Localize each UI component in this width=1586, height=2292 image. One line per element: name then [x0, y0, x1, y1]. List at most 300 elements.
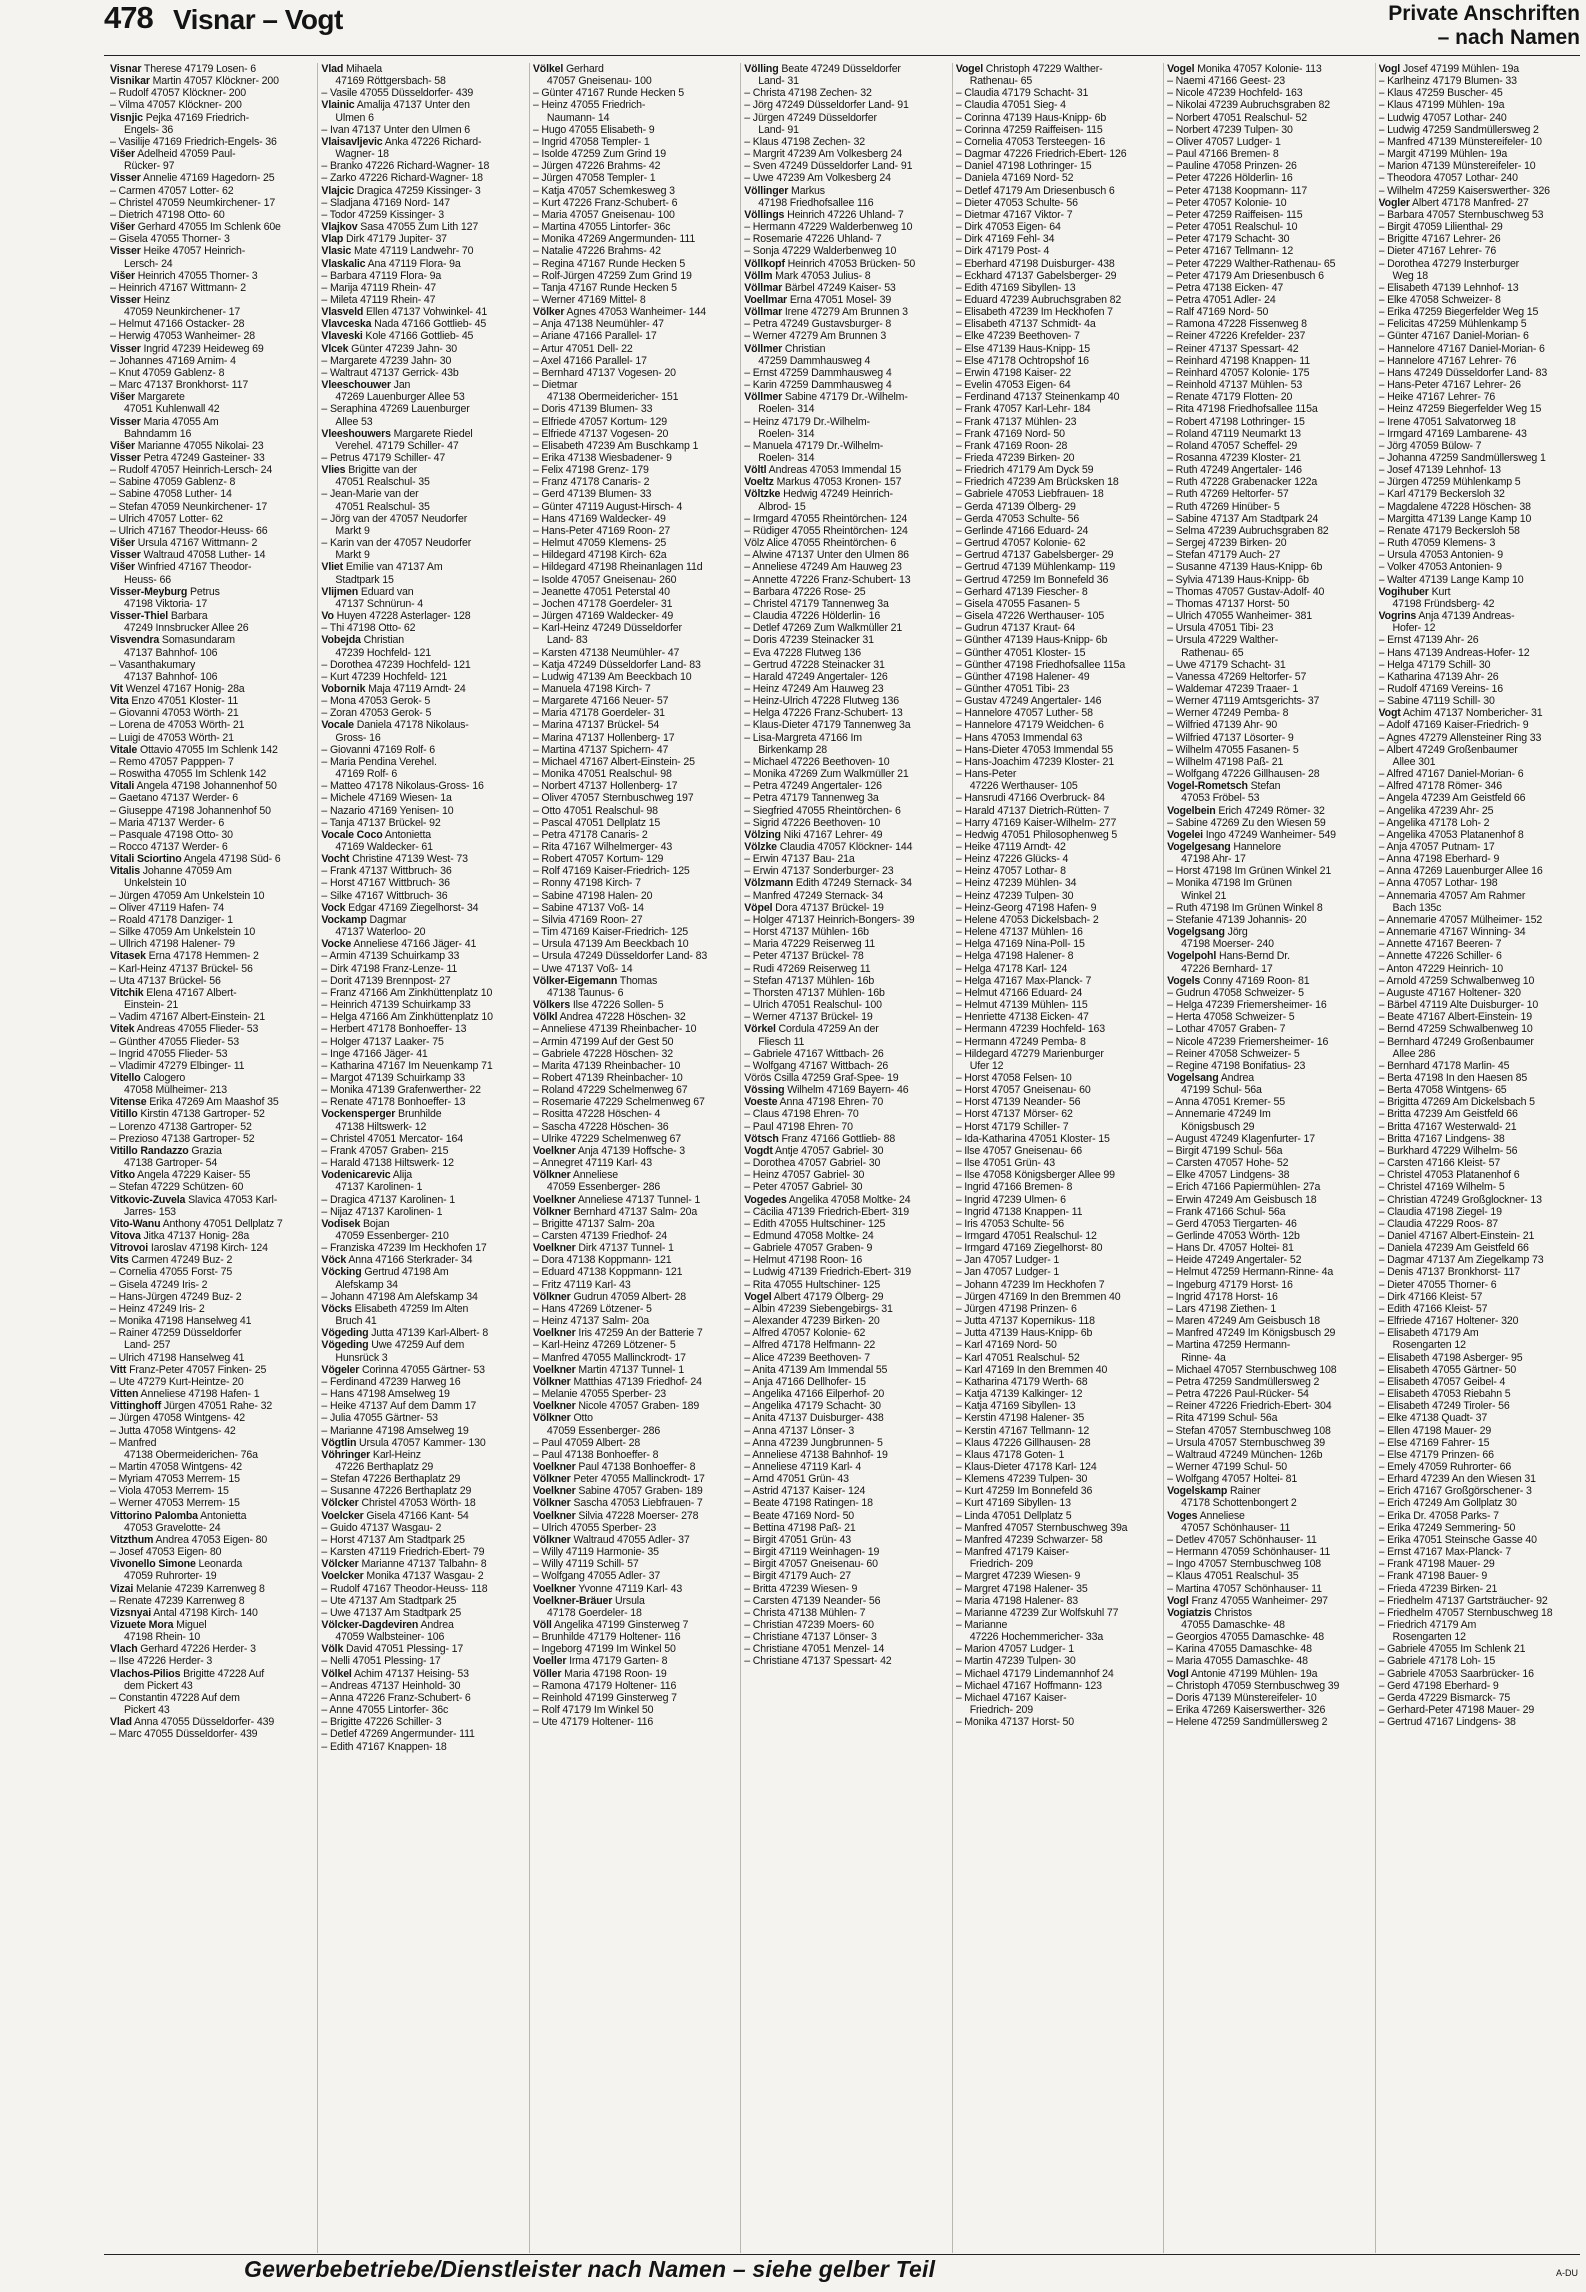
directory-entry: – Klaus-Dieter 47178 Karl- 124 [955, 1460, 1097, 1473]
directory-entry: – Sabine 47269 Zu den Wiesen 59 [1167, 816, 1326, 829]
surname: Vötsch [744, 1132, 779, 1145]
directory-entry-head: Voelkner-Bräuer Ursula [532, 1594, 645, 1607]
directory-entry-head: Vock Edgar 47169 Ziegelhorst- 34 [321, 901, 479, 914]
surname: Vogrins [1378, 610, 1417, 623]
directory-entry: – Vilma 47057 Klöckner- 200 [110, 99, 242, 112]
directory-entry-head: Visnikar Martin 47057 Klöckner- 200 [110, 75, 279, 88]
directory-entry: – Corinna 47259 Raiffeisen- 115 [955, 123, 1103, 136]
directory-entry: – Otto 47051 Realschul- 98 [532, 804, 658, 817]
directory-entry: – Annemaria 47057 Am Rahmer [1378, 889, 1526, 902]
surname: Visnjic [110, 111, 143, 124]
directory-entry: Vörös Csilla 47259 Graf-Spee- 19 [744, 1071, 899, 1084]
directory-entry: – Hans-Peter 47169 Roon- 27 [532, 524, 671, 537]
surname: Voelkner [532, 1242, 576, 1255]
surname: Vöpel [744, 901, 773, 914]
surname: Völl [532, 1619, 552, 1631]
directory-entry: – Hannelore 47167 Daniel-Morian- 6 [1378, 342, 1545, 355]
directory-entry: – Helmut 47166 Eduard- 24 [955, 986, 1083, 999]
directory-entry: – Karin 47259 Dammhausweg 4 [744, 379, 892, 392]
surname: Vock [321, 901, 346, 914]
directory-entry: – Martina 47057 Schönhauser- 11 [1167, 1582, 1322, 1595]
surname: Vockensperger [321, 1108, 396, 1121]
directory-entry: – Rolf 47179 Im Winkel 50 [532, 1704, 654, 1717]
directory-entry: – Herbert 47178 Bonhoeffer- 13 [321, 1023, 467, 1036]
directory-entry: – Willy 47119 Schill- 57 [532, 1558, 639, 1571]
directory-entry: – Alfred 47057 Kolonie- 62 [744, 1327, 866, 1340]
directory-entry-head: Vögeding Uwe 47259 Auf dem [321, 1339, 465, 1352]
surname: Visser [110, 293, 141, 306]
surname: Völkner [532, 1473, 571, 1486]
directory-entry-continuation: Fliesch 11 [758, 1035, 805, 1048]
directory-entry: – Silvia 47169 Roon- 27 [532, 913, 643, 926]
directory-entry-continuation: 47198 Friedhofsallee 116 [758, 196, 874, 209]
surname: Vlaisavljevic [321, 135, 383, 148]
directory-entry-head: Vöhringer Karl-Heinz [321, 1448, 421, 1461]
directory-entry-head: Vizuete Mora Miguel [110, 1619, 207, 1631]
directory-entry: – Harry 47169 Kaiser-Wilhelm- 277 [955, 816, 1117, 829]
directory-column [952, 63, 1157, 2253]
surname: Voelkner [532, 1193, 576, 1206]
surname: Visser-Meyburg [110, 585, 188, 598]
directory-entry: – Hugo 47055 Elisabeth- 9 [532, 123, 655, 136]
directory-entry: – Gertrud 47139 Mühlenkamp- 119 [955, 561, 1116, 574]
directory-entry: – Helene 47259 Sandmüllersweg 2 [1167, 1716, 1328, 1729]
directory-entry: – Wolfgang 47167 Wittbach- 26 [744, 1059, 889, 1072]
directory-entry: – Herta 47058 Schweizer- 5 [1167, 1011, 1295, 1024]
directory-entry-head: Vogelskamp Rainer [1167, 1485, 1261, 1498]
directory-entry: – Dieter 47167 Lehrer- 76 [1378, 245, 1497, 258]
directory-entry: – Arnd 47051 Grün- 43 [744, 1473, 849, 1486]
directory-entry: – Ursula 47053 Antonien- 9 [1378, 549, 1504, 562]
directory-entry: – Katja 47057 Schemkesweg 3 [532, 184, 675, 197]
directory-entry-head: Vogl Antonie 47199 Mühlen- 19a [1167, 1667, 1318, 1680]
directory-entry-head: Vockamp Dagmar [321, 913, 407, 926]
directory-entry: – Klaus 47198 Zechen- 32 [744, 135, 865, 148]
surname: Visser [110, 415, 141, 428]
directory-entry: – Gerda 47229 Bismarck- 75 [1378, 1691, 1511, 1704]
directory-entry: – Erwin 47198 Kaiser- 22 [955, 366, 1072, 379]
directory-entry: – Brigitte 47137 Salm- 20a [532, 1217, 655, 1230]
directory-entry: – Sergej 47239 Birken- 20 [1167, 537, 1287, 550]
directory-entry: – Claus 47198 Ehren- 70 [744, 1108, 859, 1121]
directory-entry: – Prezioso 47138 Gartroper- 52 [110, 1132, 255, 1145]
directory-entry-continuation: 47239 Hochfeld- 121 [335, 646, 431, 659]
surname: Vocale [321, 719, 354, 732]
directory-entry: – Peter 47051 Realschul- 10 [1167, 221, 1298, 234]
directory-entry: – August 47249 Klagenfurter- 17 [1167, 1132, 1316, 1145]
directory-entry: – Birgit 47199 Schul- 56a [1167, 1144, 1283, 1157]
surname: Voelkner [532, 1582, 576, 1595]
directory-entry-head: Voeller Irma 47179 Garten- 8 [532, 1655, 668, 1668]
surname: Vogelsang [1167, 1071, 1219, 1084]
directory-entry: – Erhard 47239 An den Wiesen 31 [1378, 1473, 1536, 1486]
directory-entry: – Elfriede 47137 Vogesen- 20 [532, 427, 669, 440]
directory-entry: – Andreas 47137 Heinhold- 30 [321, 1679, 461, 1692]
directory-entry: – Reinhard 47057 Kolonie- 175 [1167, 366, 1310, 379]
directory-entry-continuation: 47138 Taunus- 6 [546, 986, 624, 999]
surname: Vocht [321, 853, 350, 866]
surname: Völtl [744, 464, 767, 477]
directory-entry: – Lars 47198 Ziethen- 1 [1167, 1302, 1277, 1315]
directory-entry: – Katharina 47139 Ahr- 26 [1378, 670, 1499, 683]
directory-entry-head: Völl Angelika 47199 Ginsterweg 7 [532, 1619, 689, 1631]
directory-entry: – Berta 47198 In den Haesen 85 [1378, 1071, 1528, 1084]
directory-entry-continuation: 47138 Obermeidericher- 151 [546, 391, 679, 404]
directory-entry: – Maria 47055 Damaschke- 48 [1167, 1655, 1308, 1668]
directory-entry: – Rosemarie 47226 Uhland- 7 [744, 233, 882, 246]
directory-entry: – Dorit 47139 Brennpost- 27 [321, 974, 451, 987]
directory-entry: – Carmen 47057 Lotter- 62 [110, 184, 234, 197]
directory-entry: – Knut 47059 Gablenz- 8 [110, 366, 225, 379]
directory-entry: – Gabriele 47053 Liebfrauen- 18 [955, 488, 1104, 501]
surname: Vogels [1167, 974, 1201, 987]
directory-entry: – Wilhelm 47055 Fasanen- 5 [1167, 743, 1299, 756]
directory-entry: – Vasile 47055 Düsseldorfer- 439 [321, 87, 474, 100]
directory-entry-head: Voelkner Martin 47137 Tunnel- 1 [532, 1363, 685, 1376]
directory-entry: – Annette 47167 Beeren- 7 [1378, 938, 1502, 951]
surname: Völker-Eigemann [532, 974, 618, 987]
directory-entry: – Frank 47057 Karl-Lehr- 184 [955, 403, 1091, 416]
directory-entry: – Daniel 47167 Albert-Einstein- 21 [1378, 1230, 1535, 1242]
directory-entry: – Eva 47228 Flutweg 136 [744, 646, 861, 659]
directory-entry: – Annette 47226 Schiller- 6 [1378, 950, 1502, 963]
directory-entry: – Kerstin 47198 Halener- 35 [955, 1412, 1085, 1425]
directory-entry: – Ruth 47269 Hinüber- 5 [1167, 500, 1280, 513]
directory-entry: – Kurt 47226 Franz-Schubert- 6 [532, 196, 678, 209]
directory-entry: – Giovanni 47169 Rolf- 6 [321, 743, 436, 756]
surname: Visser [110, 452, 141, 464]
directory-entry: – Daniela 47169 Nord- 52 [955, 172, 1074, 185]
directory-entry-head: Vizsnyai Antal 47198 Kirch- 140 [110, 1606, 258, 1619]
surname: Vita [110, 695, 129, 708]
directory-entry-continuation: Markt 9 [335, 524, 370, 537]
directory-entry: – Dieter 47053 Schulte- 56 [955, 196, 1078, 209]
directory-entry-head: Visser Annelie 47169 Hagedorn- 25 [110, 172, 275, 185]
directory-entry: – Magdalene 47228 Höschen- 38 [1378, 500, 1531, 513]
directory-entry-head: Völkl Andrea 47228 Höschen- 32 [532, 1011, 686, 1024]
directory-entry-head: Vogl Franz 47055 Wanheimer- 297 [1167, 1594, 1328, 1607]
directory-entry: – Astrid 47137 Kaiser- 124 [744, 1485, 866, 1498]
directory-entry: – Anneliese 47249 Am Hauweg 23 [744, 561, 902, 574]
directory-entry: – Heinz 47239 Tulpen- 30 [955, 889, 1074, 902]
directory-entry: – Elke 47138 Quadt- 37 [1378, 1412, 1488, 1425]
directory-entry: – Ingrid 47138 Knappen- 11 [955, 1205, 1083, 1218]
directory-entry: – Alfred 47167 Daniel-Morian- 6 [1378, 768, 1524, 781]
surname: Völkner [532, 1169, 571, 1182]
directory-entry: – Gisela 47055 Fasanen- 5 [955, 597, 1080, 610]
surname: Völtzke [744, 488, 781, 501]
directory-entry: – Eduard 47239 Aubruchsgraben 82 [955, 293, 1122, 306]
directory-entry-continuation: 47053 Gravelotte- 24 [124, 1521, 221, 1534]
directory-entry: – Anton 47229 Heinrich- 10 [1378, 962, 1504, 975]
directory-entry: – Michael 47179 Lindemannhof 24 [955, 1667, 1114, 1680]
directory-entry-head: Voelkner Paul 47138 Bonhoeffer- 8 [532, 1460, 696, 1473]
directory-entry: – Constantin 47228 Auf dem [110, 1691, 240, 1704]
directory-entry: – Monika 47051 Realschul- 98 [532, 768, 672, 781]
surname: Vlap [321, 233, 344, 246]
directory-entry: – Isolde 47057 Gneisenau- 260 [532, 573, 677, 586]
directory-entry: – Lorena de 47053 Wörth- 21 [110, 719, 245, 732]
directory-entry: – Pasquale 47198 Otto- 30 [110, 828, 233, 841]
surname: Vitek [110, 1023, 135, 1036]
directory-entry: – Thi 47198 Otto- 62 [321, 622, 416, 635]
directory-entry: – Karlheinz 47179 Blumen- 33 [1378, 75, 1517, 88]
directory-entry: – Christiane 47137 Lönser- 3 [744, 1631, 877, 1644]
directory-entry: – Katharina 47179 Werth- 68 [955, 1375, 1088, 1388]
directory-entry: – Anna 47051 Kremer- 55 [1167, 1096, 1285, 1109]
directory-entry: – Margarete 47166 Neuer- 57 [532, 695, 669, 708]
directory-entry: – Erich 47167 Großgörschener- 3 [1378, 1485, 1532, 1498]
directory-entry-continuation: Markt 9 [335, 549, 370, 562]
directory-entry: – Birgit 47179 Auch- 27 [744, 1570, 851, 1583]
directory-entry: – Kurt 47239 Hochfeld- 121 [321, 670, 448, 683]
directory-entry: – Edmund 47058 Moltke- 24 [744, 1230, 874, 1242]
directory-entry-continuation: 47059 Neunkirchener- 17 [124, 306, 241, 319]
directory-entry: – Else 47178 Ochtropshof 16 [955, 354, 1089, 367]
surname: Vogelpohl [1167, 950, 1217, 963]
directory-entry: – Detlev 47057 Schönhauser- 11 [1167, 1533, 1317, 1546]
directory-entry: – Dagmar 47226 Friedrich-Ebert- 126 [955, 148, 1127, 161]
directory-entry: – Rositta 47228 Höschen- 4 [532, 1108, 661, 1121]
directory-entry: – Sigrid 47226 Beethoven- 10 [744, 816, 881, 829]
directory-entry: – Christoph 47059 Sternbuschweg 39 [1167, 1679, 1340, 1692]
surname: Vleeschouwer [321, 379, 391, 392]
directory-entry: – Helene 47137 Mühlen- 16 [955, 926, 1083, 939]
directory-entry: – Ruth 47228 Grabenacker 122a [1167, 476, 1318, 489]
directory-entry: – Claudia 47226 Hölderlin- 16 [744, 610, 881, 623]
surname: Višer [110, 148, 135, 161]
directory-entry-head: Vitalis Johanne 47059 Am [110, 865, 232, 878]
directory-entry: – Irmgard 47169 Ziegelhorst- 80 [955, 1242, 1103, 1255]
surname: Visvendra [110, 634, 160, 647]
directory-entry: – Jürgen 47169 In den Bremmen 40 [955, 1290, 1121, 1303]
directory-entry: – Erwin 47137 Sonderburger- 23 [744, 865, 894, 878]
directory-entry: – Ludwig 47259 Sandmüllersweg 2 [1378, 123, 1539, 136]
directory-entry: – Tanja 47137 Brückel- 92 [321, 816, 441, 829]
directory-entry-head: Völk David 47051 Plessing- 17 [321, 1643, 464, 1656]
directory-entry: – Stefan 47059 Neunkirchener- 17 [110, 500, 268, 513]
directory-entry: – Adolf 47169 Kaiser-Friedrich- 9 [1378, 719, 1529, 732]
directory-entry: – Heinz 47179 Dr.-Wilhelm- [744, 415, 870, 428]
surname: Völler [532, 1667, 562, 1680]
surname: Višer [110, 269, 135, 282]
directory-entry: – Ingrid 47239 Ulmen- 6 [955, 1193, 1066, 1206]
directory-entry: – Angelika 47239 Ahr- 25 [1378, 804, 1494, 817]
directory-entry: – Armin 47199 Auf der Gest 50 [532, 1035, 674, 1048]
directory-entry-head: Vöpel Dora 47137 Brückel- 19 [744, 901, 884, 914]
directory-entry: – Waltraut 47137 Gerrick- 43b [321, 366, 459, 379]
directory-entry: – Katja 47139 Kalkinger- 12 [955, 1388, 1083, 1401]
surname: Voeltz [744, 476, 774, 489]
surname: Višer [110, 537, 135, 550]
directory-entry: – Friedrich 47179 Am Dyck 59 [955, 464, 1094, 477]
directory-entry-continuation: Hofer- 12 [1392, 622, 1436, 635]
directory-entry: – Marion 47057 Ludger- 1 [955, 1643, 1074, 1656]
directory-entry: – Rüdiger 47055 Rheintörchen- 124 [744, 524, 908, 537]
directory-entry-head: Völkner Bernhard 47137 Salm- 20a [532, 1205, 698, 1218]
directory-entry: – Beate 47169 Nord- 50 [744, 1509, 855, 1522]
directory-entry-head: Visser-Thiel Barbara [110, 610, 208, 623]
directory-entry: – Gabriele 47053 Saarbrücker- 16 [1378, 1667, 1534, 1680]
surname: Vitale [110, 743, 138, 756]
directory-entry: – Barbara 47057 Sternbuschweg 53 [1378, 208, 1544, 221]
directory-entry: – Maria 47178 Goerdeler- 31 [532, 707, 665, 720]
directory-entry-head: Vlaveski Kole 47166 Gottlieb- 45 [321, 330, 474, 343]
directory-entry: – Ferdinand 47137 Steinenkamp 40 [955, 391, 1120, 404]
directory-entry: – Jan 47057 Ludger- 1 [955, 1254, 1060, 1267]
directory-entry: – Manfred [110, 1436, 157, 1449]
directory-entry-continuation: 47055 Damaschke- 48 [1181, 1619, 1285, 1631]
directory-entry: – Gerda 47139 Ölberg- 29 [955, 500, 1076, 513]
directory-entry-head: Vliet Emilie van 47137 Am [321, 561, 443, 574]
directory-entry: Völz Alice 47055 Rheintörchen- 6 [744, 537, 897, 550]
directory-entry-continuation: 47138 Obermeiderichen- 76a [124, 1448, 258, 1461]
directory-entry: – Hildegard 47198 Kirch- 62a [532, 549, 667, 562]
surname: Vitali [110, 780, 135, 793]
directory-entry-head: Völkel Achim 47137 Heising- 53 [321, 1667, 469, 1680]
directory-entry: – Jürgen 47249 Düsseldorfer [744, 111, 877, 124]
directory-entry: – Dietrich 47198 Otto- 60 [110, 208, 225, 221]
directory-entry: – Daniel 47198 Lothringer- 15 [955, 160, 1092, 173]
directory-entry: – Jürgen 47059 Am Unkelstein 10 [110, 889, 265, 902]
directory-entry-continuation: 47137 Bahnhof- 106 [124, 670, 218, 683]
directory-entry-continuation: Ulmen 6 [335, 111, 374, 124]
directory-entry: – Gudrun 47137 Kraut- 64 [955, 622, 1076, 635]
surname: Völlmar [744, 306, 783, 319]
directory-entry: – Susanne 47139 Haus-Knipp- 6b [1167, 561, 1323, 574]
surname: Vleeshouwers [321, 427, 391, 440]
directory-entry: – Vanessa 47269 Heltorfer- 57 [1167, 670, 1307, 683]
directory-entry: – Julia 47055 Gärtner- 53 [321, 1412, 438, 1425]
directory-entry: – Seraphina 47269 Lauenburger [321, 403, 470, 416]
directory-entry: – Armin 47139 Schuirkamp 33 [321, 950, 460, 963]
directory-entry-continuation: 47226 Werthauser- 105 [969, 780, 1078, 793]
directory-entry: – Nelli 47051 Plessing- 17 [321, 1655, 441, 1668]
directory-entry: – Wilhelm 47198 Paß- 21 [1167, 755, 1284, 768]
directory-entry-head: Voelkner Sabine 47057 Graben- 189 [532, 1485, 703, 1498]
directory-entry: – Stefan 47057 Sternbuschweg 108 [1167, 1424, 1331, 1437]
directory-entry: – Reiner 47137 Spessart- 42 [1167, 342, 1299, 355]
directory-entry: – Heinz 47137 Salm- 20a [532, 1315, 649, 1328]
directory-entry: – Felicitas 47259 Mühlenkamp 5 [1378, 318, 1527, 331]
directory-entry-head: Vitale Ottavio 47055 Im Schlenk 142 [110, 743, 278, 756]
directory-entry: – Gisela 47055 Thorner- 3 [110, 233, 230, 246]
directory-entry: – Dirk 47198 Franz-Lenze- 11 [321, 962, 458, 975]
directory-entry: – Klemens 47239 Tulpen- 30 [955, 1473, 1088, 1486]
directory-entry: – Anna 47239 Jungbrunnen- 5 [744, 1436, 883, 1449]
directory-entry: – Christel 47169 Wilhelm- 5 [1378, 1181, 1505, 1194]
directory-entry: – Corinna 47139 Haus-Knipp- 6b [955, 111, 1107, 124]
directory-entry: – Karl 47169 In den Bremmen 40 [955, 1363, 1108, 1376]
directory-entry: – Peter 47179 Am Driesenbusch 6 [1167, 269, 1324, 282]
directory-entry-head: Vitillo Kirstin 47138 Gartroper- 52 [110, 1108, 265, 1121]
directory-entry: – Silke 47167 Wittbruch- 36 [321, 889, 448, 902]
directory-entry: – Jutta 47139 Haus-Knipp- 6b [955, 1327, 1093, 1340]
surname: Vit [110, 682, 123, 695]
directory-entry: – Cäcilia 47139 Friedrich-Ebert- 319 [744, 1205, 910, 1218]
directory-entry: – Albert 47249 Großenbaumer [1378, 743, 1518, 756]
directory-entry: – Carsten 47139 Friedhof- 24 [532, 1230, 668, 1242]
directory-entry-head: Vögeding Jutta 47139 Karl-Albert- 8 [321, 1327, 489, 1340]
directory-entry: – Reinhold 47137 Mühlen- 53 [1167, 379, 1303, 392]
directory-entry-head: Visser Waltraud 47058 Luther- 14 [110, 549, 266, 562]
directory-entry: – Cornelia 47053 Tersteegen- 16 [955, 135, 1106, 148]
directory-entry: – Detlef 47269 Zum Walkmüller 21 [744, 622, 903, 635]
directory-entry: – Gisela 47249 Iris- 2 [110, 1278, 208, 1291]
directory-entry-head: Voelkner Yvonne 47119 Karl- 43 [532, 1582, 683, 1595]
directory-entry-head: Višer Adelheid 47059 Paul- [110, 148, 236, 161]
directory-entry: – Ida-Katharina 47051 Kloster- 15 [955, 1132, 1110, 1145]
directory-entry-head: Völkner Sascha 47053 Liebfrauen- 7 [532, 1497, 703, 1510]
directory-entry-head: Vitali Angela 47198 Johannenhof 50 [110, 780, 277, 793]
directory-entry-head: Vöck Anna 47166 Sterkrader- 34 [321, 1254, 473, 1267]
directory-entry-head: Vogel Monika 47057 Kolonie- 113 [1167, 63, 1322, 75]
directory-entry-continuation: 47137 Waterloo- 20 [335, 926, 426, 939]
surname: Vitalis [110, 865, 140, 878]
directory-entry: – Renate 47239 Karrenweg 8 [110, 1594, 245, 1607]
directory-entry: – Ramona 47179 Holtener- 116 [532, 1679, 677, 1692]
directory-entry: – Eckhard 47137 Gabelsberger- 29 [955, 269, 1117, 282]
directory-entry: – Jean-Marie van der [321, 488, 419, 501]
directory-entry: – Christian 47249 Großglockner- 13 [1378, 1193, 1542, 1206]
directory-entry-head: Vogihuber Kurt [1378, 585, 1451, 598]
directory-entry: – Klaus 47259 Buscher- 45 [1378, 87, 1503, 100]
directory-entry: – Stefan 47137 Mühlen- 16b [744, 974, 875, 987]
directory-entry: – Rosanna 47239 Kloster- 21 [1167, 452, 1301, 464]
directory-entry-head: Voges Anneliese [1167, 1509, 1245, 1522]
directory-entry: – Angelika 47166 Eilperhof- 20 [744, 1388, 885, 1401]
directory-entry: – Elke 47058 Schweizer- 8 [1378, 293, 1501, 306]
directory-entry-head: Völlmar Bärbel 47249 Kaiser- 53 [744, 281, 896, 294]
directory-entry: – Hans 47169 Waldecker- 49 [532, 512, 666, 525]
surname: Vögeding [321, 1339, 369, 1352]
directory-entry: – Anneliese 47138 Bahnhof- 19 [744, 1448, 888, 1461]
surname: Vöcks [321, 1302, 352, 1315]
directory-entry: – Carsten 47057 Hohe- 52 [1167, 1157, 1289, 1170]
directory-entry-continuation: 47169 Waldecker- 61 [335, 841, 433, 853]
directory-entry: – Helmut 47139 Mühlen- 115 [955, 999, 1088, 1012]
page-footer [104, 2254, 1580, 2292]
directory-entry-continuation: 47269 Lauenburger Allee 53 [335, 391, 465, 404]
directory-entry: – Anna 47269 Lauenburger Allee 16 [1378, 865, 1543, 878]
surname: Vogt [1378, 707, 1401, 720]
surname: Vlavceska [321, 318, 372, 331]
directory-entry: – Bernhard 47137 Vogesen- 20 [532, 366, 676, 379]
directory-entry: – Dirk 47169 Fehl- 34 [955, 233, 1055, 246]
directory-entry-head: Vlajcic Dragica 47259 Kissinger- 3 [321, 184, 481, 197]
directory-entry: – Erika 47249 Semmering- 50 [1378, 1521, 1516, 1534]
directory-entry: – Holger 47137 Laaker- 75 [321, 1035, 444, 1048]
directory-entry: – Peter 47137 Brückel- 78 [744, 950, 864, 963]
directory-entry: – Ulrich 47055 Sperber- 23 [532, 1521, 657, 1534]
directory-entry: – Heinz 47259 Biegerfelder Weg 15 [1378, 403, 1542, 416]
surname: Völkel [321, 1667, 352, 1680]
directory-entry: – Annette 47226 Franz-Schubert- 13 [744, 573, 911, 586]
directory-entry: – Anna 47198 Eberhard- 9 [1378, 853, 1500, 866]
directory-entry: – Anneliese 47119 Karl- 4 [744, 1460, 862, 1473]
directory-entry: – Reiner 47058 Schweizer- 5 [1167, 1047, 1300, 1060]
surname: Visser [110, 172, 141, 185]
directory-entry-head: Vogrins Anja 47139 Andreas- [1378, 610, 1515, 623]
directory-entry-head: Vobornik Maja 47119 Arndt- 24 [321, 682, 466, 695]
directory-entry-continuation: 47059 Ruhrorter- 19 [124, 1570, 217, 1583]
directory-entry: – Barbara 47119 Flora- 9a [321, 269, 442, 282]
directory-entry: – Frieda 47239 Birken- 20 [955, 452, 1075, 464]
directory-entry: – Hans 47269 Lötzener- 5 [532, 1302, 652, 1315]
directory-entry: – Naemi 47166 Geest- 23 [1167, 75, 1285, 88]
directory-entry-head: Völzke Claudia 47057 Klöckner- 144 [744, 841, 913, 853]
directory-entry: – Helga 47226 Franz-Schubert- 13 [744, 707, 903, 720]
